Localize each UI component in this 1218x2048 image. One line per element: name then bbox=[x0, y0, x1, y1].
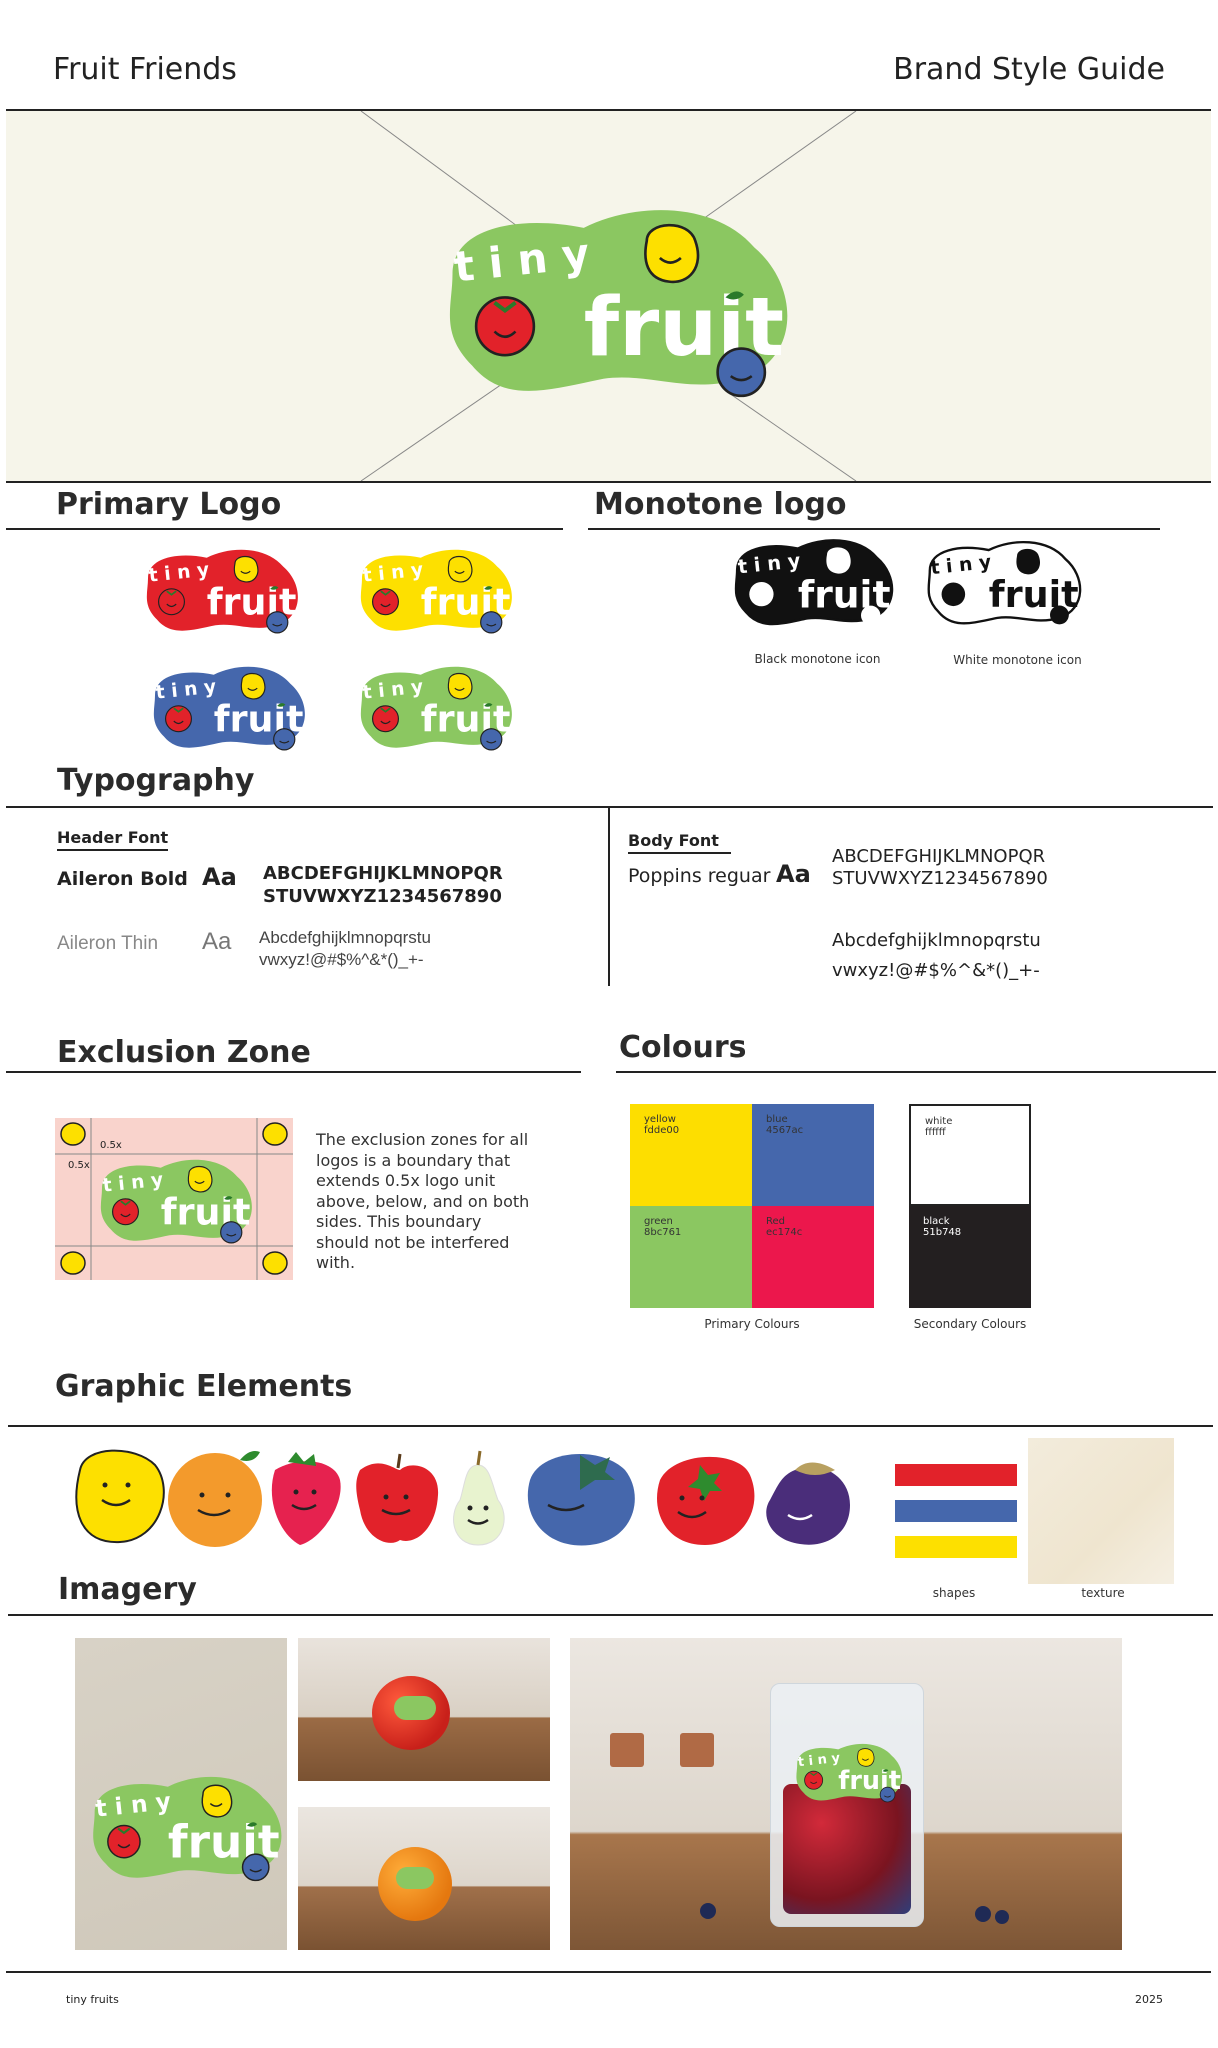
imagery-rule bbox=[8, 1614, 1213, 1616]
orange-photo bbox=[298, 1807, 550, 1950]
swatch-red bbox=[752, 1206, 874, 1308]
logo-white-mono bbox=[918, 535, 1083, 630]
header-font-bold-sample: Aa bbox=[202, 863, 237, 891]
footer-rule bbox=[6, 1971, 1211, 1973]
footer-left: tiny fruits bbox=[66, 1993, 119, 2006]
swatch-hex: fdde00 bbox=[644, 1125, 680, 1136]
shape-stripes bbox=[895, 1464, 1017, 1564]
pear-icon bbox=[454, 1465, 505, 1545]
swatch-hex: ffffff bbox=[925, 1127, 946, 1138]
header-font-bold-chars-1: ABCDEFGHIJKLMNOPQR bbox=[263, 863, 503, 884]
swatch-hex: 8bc761 bbox=[644, 1227, 682, 1238]
white-mono-caption: White monotone icon bbox=[953, 653, 1082, 667]
logo-green bbox=[350, 660, 515, 754]
body-font-lower-1: Abcdefghijklmnopqrstu bbox=[832, 930, 1041, 951]
logo-blue bbox=[143, 660, 308, 754]
swatch-hex: 51b748 bbox=[923, 1227, 962, 1238]
exclusion-logo bbox=[90, 1153, 255, 1247]
logo-black-mono bbox=[725, 532, 895, 632]
orange-sticker bbox=[396, 1867, 434, 1889]
sticker-logo bbox=[80, 1768, 285, 1886]
swatch-name: black bbox=[923, 1216, 950, 1227]
lemon-icon bbox=[76, 1451, 163, 1543]
black-mono-caption: Black monotone icon bbox=[754, 652, 881, 666]
footer-right: 2025 bbox=[1135, 1993, 1163, 2006]
swatch-white bbox=[909, 1104, 1031, 1206]
header-font-thin-name: Aileron Thin bbox=[57, 933, 159, 954]
swatch-name: green bbox=[644, 1216, 673, 1227]
primary-logo-heading: Primary Logo bbox=[56, 487, 282, 522]
paper-texture bbox=[1028, 1438, 1174, 1584]
body-font-label: Body Font bbox=[628, 831, 731, 854]
orange-icon bbox=[168, 1453, 262, 1547]
body-font-upper-1: ABCDEFGHIJKLMNOPQR bbox=[832, 846, 1046, 867]
exclusion-rule bbox=[6, 1071, 581, 1073]
fruit-characters bbox=[60, 1440, 860, 1555]
swatch-name: blue bbox=[766, 1114, 788, 1125]
colours-heading: Colours bbox=[619, 1030, 747, 1065]
exclusion-heading: Exclusion Zone bbox=[57, 1035, 311, 1070]
header-font-bold-chars-2: STUVWXYZ1234567890 bbox=[263, 886, 502, 907]
imagery-heading: Imagery bbox=[58, 1572, 197, 1607]
swatch-black bbox=[909, 1206, 1031, 1308]
swatch-name: yellow bbox=[644, 1114, 676, 1125]
loose-berry-3 bbox=[995, 1910, 1009, 1924]
exclusion-label-side: 0.5x bbox=[68, 1160, 90, 1171]
product-bag-photo bbox=[570, 1638, 1122, 1950]
body-font-lower-2: vwxyz!@#$%^&*()_+- bbox=[832, 960, 1040, 981]
secondary-colours-caption: Secondary Colours bbox=[913, 1317, 1027, 1331]
swatch-hex: ec174c bbox=[766, 1227, 803, 1238]
header-font-thin-chars-1: Abcdefghijklmnopqrstu bbox=[259, 928, 431, 947]
header-font-bold-name: Aileron Bold bbox=[57, 868, 188, 890]
loose-berry-2 bbox=[975, 1906, 991, 1922]
hero-logo bbox=[425, 195, 795, 405]
swatch-green bbox=[630, 1206, 752, 1308]
swatch-hex: 4567ac bbox=[766, 1125, 804, 1136]
swatch-yellow bbox=[630, 1104, 752, 1206]
logo-red bbox=[136, 543, 301, 637]
primary-logo-rule bbox=[6, 528, 563, 530]
document-title: Brand Style Guide bbox=[893, 52, 1165, 87]
logo-yellow bbox=[350, 543, 515, 637]
primary-colours-caption: Primary Colours bbox=[704, 1317, 800, 1331]
header-font-thin-sample: Aa bbox=[202, 928, 232, 955]
tomato-sticker bbox=[394, 1696, 436, 1720]
swatch-name: Red bbox=[766, 1216, 785, 1227]
monotone-logo-rule bbox=[588, 528, 1160, 530]
body-font-name: Poppins reguar bbox=[628, 865, 771, 887]
typography-divider bbox=[608, 808, 610, 986]
loose-berry-1 bbox=[700, 1903, 716, 1919]
shapes-caption: shapes bbox=[932, 1586, 976, 1600]
sticker-photo bbox=[75, 1638, 287, 1950]
typography-heading: Typography bbox=[57, 763, 255, 798]
bag-logo bbox=[789, 1739, 904, 1805]
body-font-upper-2: STUVWXYZ1234567890 bbox=[832, 868, 1048, 889]
texture-caption: texture bbox=[1081, 1586, 1125, 1600]
brand-name: Fruit Friends bbox=[53, 52, 237, 87]
eggplant-icon bbox=[766, 1467, 850, 1545]
monotone-logo-heading: Monotone logo bbox=[594, 487, 847, 522]
strawberry-icon bbox=[272, 1461, 341, 1545]
plant-pot-right bbox=[680, 1733, 714, 1767]
colours-rule bbox=[616, 1071, 1216, 1073]
apple-icon bbox=[356, 1463, 438, 1543]
snack-bag bbox=[770, 1683, 924, 1927]
exclusion-label-top: 0.5x bbox=[100, 1140, 122, 1151]
graphic-elements-heading: Graphic Elements bbox=[55, 1369, 353, 1404]
header-font-thin-chars-2: vwxyz!@#$%^&*()_+- bbox=[259, 950, 424, 969]
hero-rule bbox=[6, 481, 1211, 483]
body-font-sample: Aa bbox=[776, 860, 811, 888]
swatch-name: white bbox=[925, 1116, 953, 1127]
header-font-label: Header Font bbox=[57, 828, 168, 851]
tomato-photo bbox=[298, 1638, 550, 1781]
exclusion-description: The exclusion zones for all logos is a boundary that extends 0.5x logo unit above, below, and on both sides. This boundary should not be interfered with. bbox=[316, 1130, 530, 1272]
swatch-blue bbox=[752, 1104, 874, 1206]
tomato-icon bbox=[657, 1457, 754, 1545]
graphic-elements-rule bbox=[8, 1425, 1213, 1427]
plant-pot-left bbox=[610, 1733, 644, 1767]
